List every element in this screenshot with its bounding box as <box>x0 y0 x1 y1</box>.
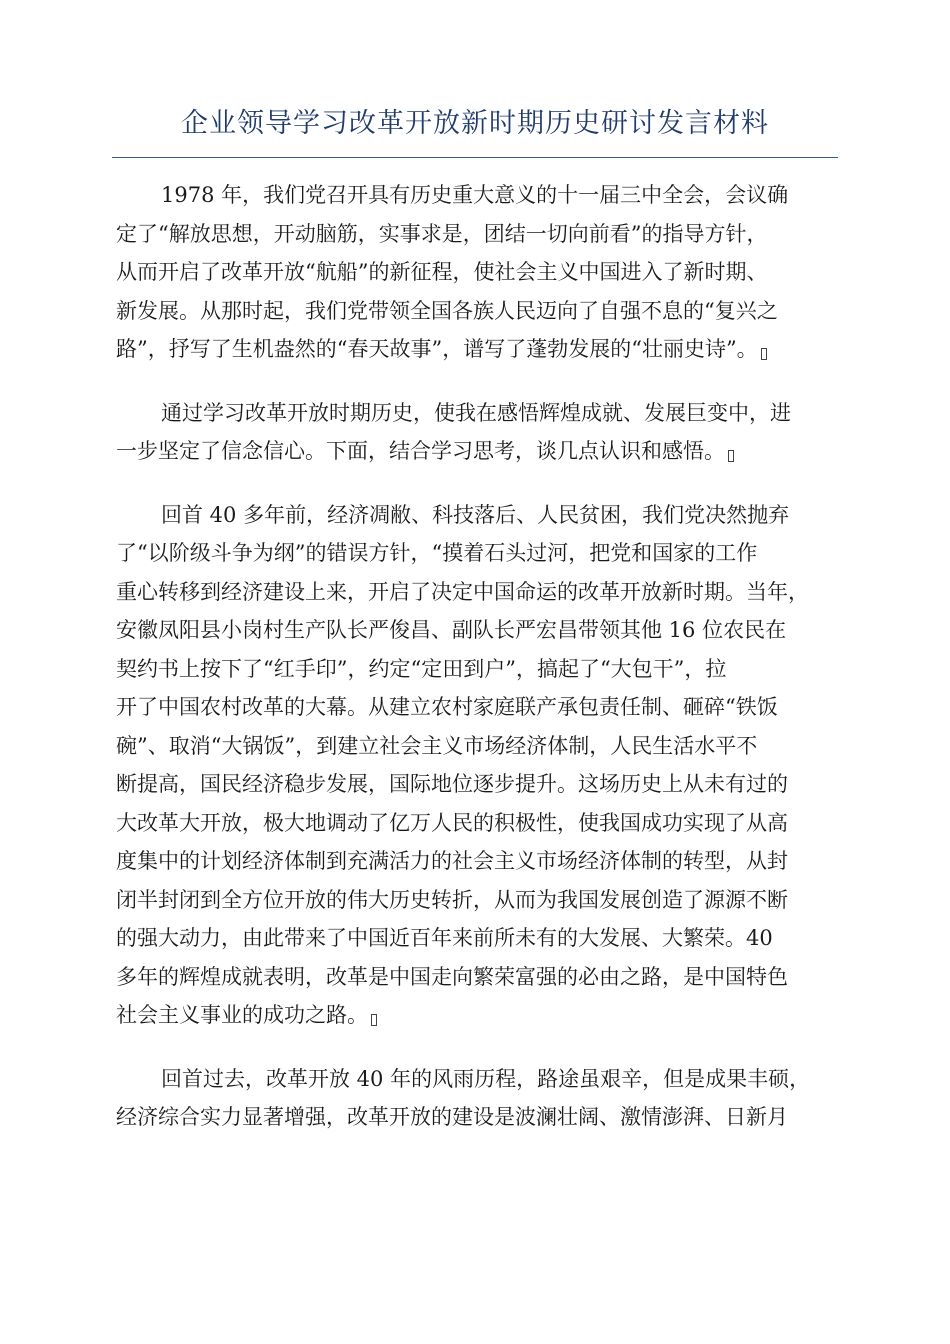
paragraph-mark-icon <box>371 1014 377 1026</box>
paragraph-line: 了“以阶级斗争为纲”的错误方针，“摸着石头过河，把党和国家的工作 <box>116 541 758 565</box>
paragraph-4 <box>116 1060 836 1137</box>
paragraph-3 <box>116 496 836 1035</box>
paragraph-line: 回首 40 多年前，经济凋敝、科技落后、人民贫困，我们党决然抛弃 <box>161 502 790 527</box>
paragraph-line: 的强大动力，由此带来了中国近百年来前所未有的大发展、大繁荣。40 <box>116 926 773 950</box>
paragraph-line-text: 一步坚定了信念信心。下面，结合学习思考，谈几点认识和感悟。 <box>116 439 725 463</box>
paragraph-line: 1978 年，我们党召开具有历史重大意义的十一届三中全会，会议确 <box>161 183 789 207</box>
paragraph-line: 回首过去，改革开放 40 年的风雨历程，路途虽艰辛，但是成果丰硕， <box>161 1066 811 1091</box>
paragraph-mark-icon <box>761 348 767 360</box>
paragraph-line: 定了“解放思想，开动脑筋，实事求是，团结一切向前看”的指导方针， <box>116 221 768 246</box>
paragraph-line-last <box>116 432 836 471</box>
paragraph-line: 契约书上按下了“红手印”，约定“定田到户”，搞起了“大包干”，拉 <box>116 656 727 681</box>
paragraph-line: 度集中的计划经济体制到充满活力的社会主义市场经济体制的转型，从封 <box>116 849 788 873</box>
paragraph-2 <box>116 394 836 471</box>
paragraph-line-last <box>116 330 836 369</box>
paragraph-line: 大改革大开放，极大地调动了亿万人民的积极性，使我国成功实现了从高 <box>116 810 788 835</box>
document-body <box>116 176 836 1162</box>
paragraph-line: 通过学习改革开放时期历史，使我在感悟辉煌成就、发展巨变中，进 <box>161 400 791 425</box>
paragraph-line: 从而开启了改革开放“航船”的新征程，使社会主义中国进入了新时期、 <box>116 260 768 284</box>
document-title: 企业领导学习改革开放新时期历史研讨发言材料 <box>181 108 769 139</box>
paragraph-mark-icon <box>728 450 734 462</box>
paragraph-line: 经济综合实力显著增强，改革开放的建设是波澜壮阔、激情澎湃、日新月 <box>116 1105 788 1129</box>
paragraph-line-last <box>116 996 836 1035</box>
paragraph-line: 闭半封闭到全方位开放的伟大历史转折，从而为我国发展创造了源源不断 <box>116 887 788 912</box>
paragraph-line: 碗”、取消“大锅饭”，到建立社会主义市场经济体制，人民生活水平不 <box>116 733 758 758</box>
paragraph-line: 断提高，国民经济稳步发展，国际地位逐步提升。这场历史上从未有过的 <box>116 772 788 796</box>
paragraph-1 <box>116 176 836 369</box>
paragraph-line: 安徽凤阳县小岗村生产队长严俊昌、副队长严宏昌带领其他 16 位农民在 <box>116 618 787 642</box>
paragraph-line: 多年的辉煌成就表明，改革是中国走向繁荣富强的必由之路，是中国特色 <box>116 964 788 989</box>
paragraph-line-text: 社会主义事业的成功之路。 <box>116 1003 368 1027</box>
title-underline <box>112 157 838 158</box>
paragraph-line: 新发展。从那时起，我们党带领全国各族人民迈向了自强不息的“复兴之 <box>116 298 778 323</box>
paragraph-line: 重心转移到经济建设上来，开启了决定中国命运的改革开放新时期。当年， <box>116 579 809 604</box>
paragraph-line-text: 路”，抒写了生机盎然的“春天故事”，谱写了蓬勃发展的“壮丽史诗”。 <box>116 337 758 361</box>
paragraph-line: 开了中国农村改革的大幕。从建立农村家庭联产承包责任制、砸碎“铁饭 <box>116 695 778 719</box>
